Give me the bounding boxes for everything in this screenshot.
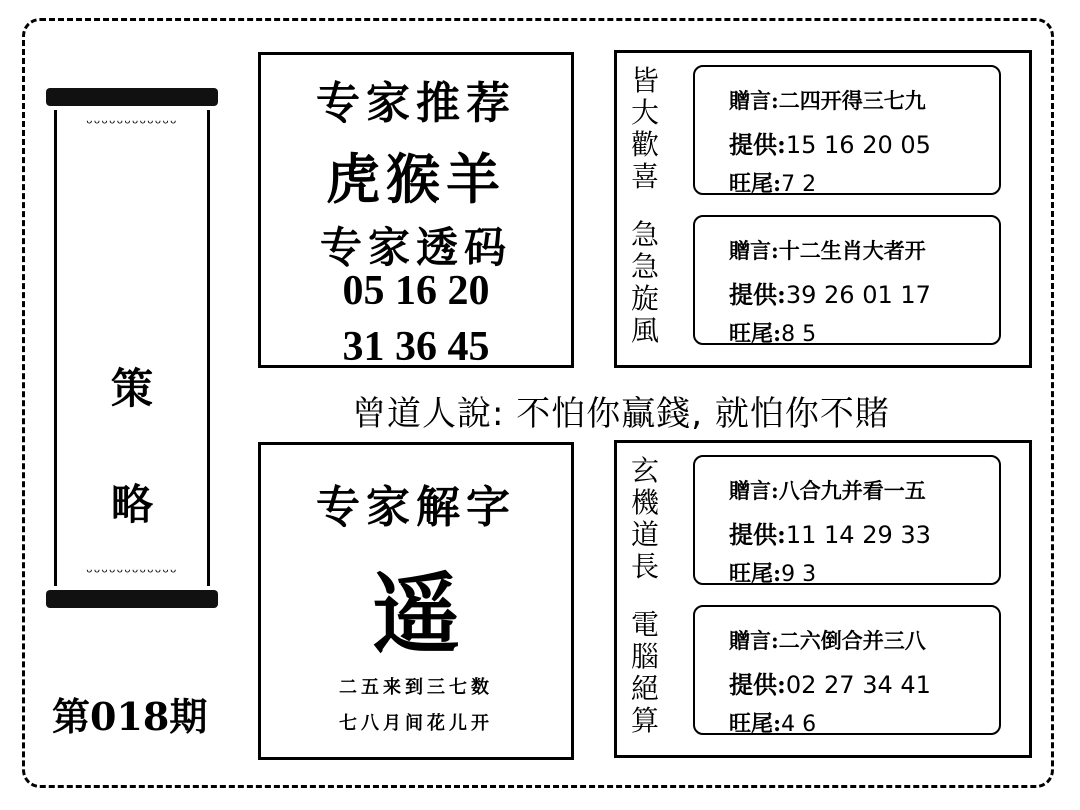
provide-label: 提供: — [729, 280, 786, 309]
tip-card — [693, 65, 1001, 195]
gift-label: 贈言: — [729, 628, 779, 653]
tail-label: 旺尾: — [729, 321, 782, 347]
vertical-text-top-1: 皆 大 歡 喜 — [630, 64, 659, 193]
scroll-banner — [46, 88, 218, 608]
scroll-fringe-bottom: ᵕᵕᵕᵕᵕᵕᵕᵕᵕᵕᵕᵕ — [86, 563, 178, 582]
scroll-char-2: 略 — [110, 480, 153, 529]
provide-label: 提供: — [729, 670, 786, 699]
recommend-zodiacs: 虎猴羊 — [326, 147, 506, 211]
gift-text: 二四开得三七九 — [778, 88, 926, 113]
decode-verse-line-2: 七八月间花儿开 — [339, 713, 493, 734]
gift-text: 八合九并看一五 — [778, 478, 926, 503]
scroll-char-1: 策 — [110, 364, 153, 413]
tail-label: 旺尾: — [729, 561, 782, 587]
tail-label: 旺尾: — [729, 711, 782, 737]
recommend-box — [258, 52, 574, 368]
gift-text: 十二生肖大者开 — [778, 238, 926, 263]
provide-numbers: 39 26 01 17 — [785, 281, 931, 309]
provide-label: 提供: — [729, 130, 786, 159]
decode-box — [258, 442, 574, 760]
decode-character: 遥 — [371, 562, 460, 666]
vertical-text-top-2: 急 急 旋 風 — [630, 218, 659, 347]
code-numbers-line-1: 05 16 20 — [342, 268, 490, 314]
panel-bottom — [614, 440, 1032, 758]
gift-text: 二六倒合并三八 — [778, 628, 926, 653]
tail-numbers: 4 6 — [781, 712, 817, 737]
tail-numbers: 7 2 — [781, 172, 817, 197]
code-title: 专家透码 — [319, 223, 512, 272]
provide-label: 提供: — [729, 520, 786, 549]
tail-label: 旺尾: — [729, 171, 782, 197]
saying-line: 曾道人說: 不怕你贏錢, 就怕你不賭 — [352, 394, 890, 434]
provide-numbers: 02 27 34 41 — [785, 671, 931, 699]
issue-number: 第018期 — [52, 694, 208, 739]
tail-numbers: 8 5 — [781, 322, 817, 347]
tip-card — [693, 215, 1001, 345]
scroll-fringe-top: ᵕᵕᵕᵕᵕᵕᵕᵕᵕᵕᵕᵕ — [86, 114, 178, 133]
tip-card — [693, 455, 1001, 585]
provide-numbers: 11 14 29 33 — [785, 521, 931, 549]
code-numbers-line-2: 31 36 45 — [342, 324, 490, 370]
scroll-top-rod — [46, 88, 218, 106]
recommend-title: 专家推荐 — [316, 78, 516, 129]
tail-numbers: 9 3 — [781, 562, 817, 587]
gift-label: 贈言: — [729, 238, 779, 263]
decode-title: 专家解字 — [316, 482, 516, 533]
gift-label: 贈言: — [729, 478, 779, 503]
vertical-text-bottom-1: 玄 機 道 長 — [630, 454, 659, 583]
scroll-bottom-rod — [46, 590, 218, 608]
decode-verse-line-1: 二五来到三七数 — [339, 677, 493, 698]
panel-top — [614, 50, 1032, 368]
provide-numbers: 15 16 20 05 — [785, 131, 931, 159]
gift-label: 贈言: — [729, 88, 779, 113]
tip-card — [693, 605, 1001, 735]
vertical-text-bottom-2: 電 腦 絕 算 — [630, 608, 659, 737]
